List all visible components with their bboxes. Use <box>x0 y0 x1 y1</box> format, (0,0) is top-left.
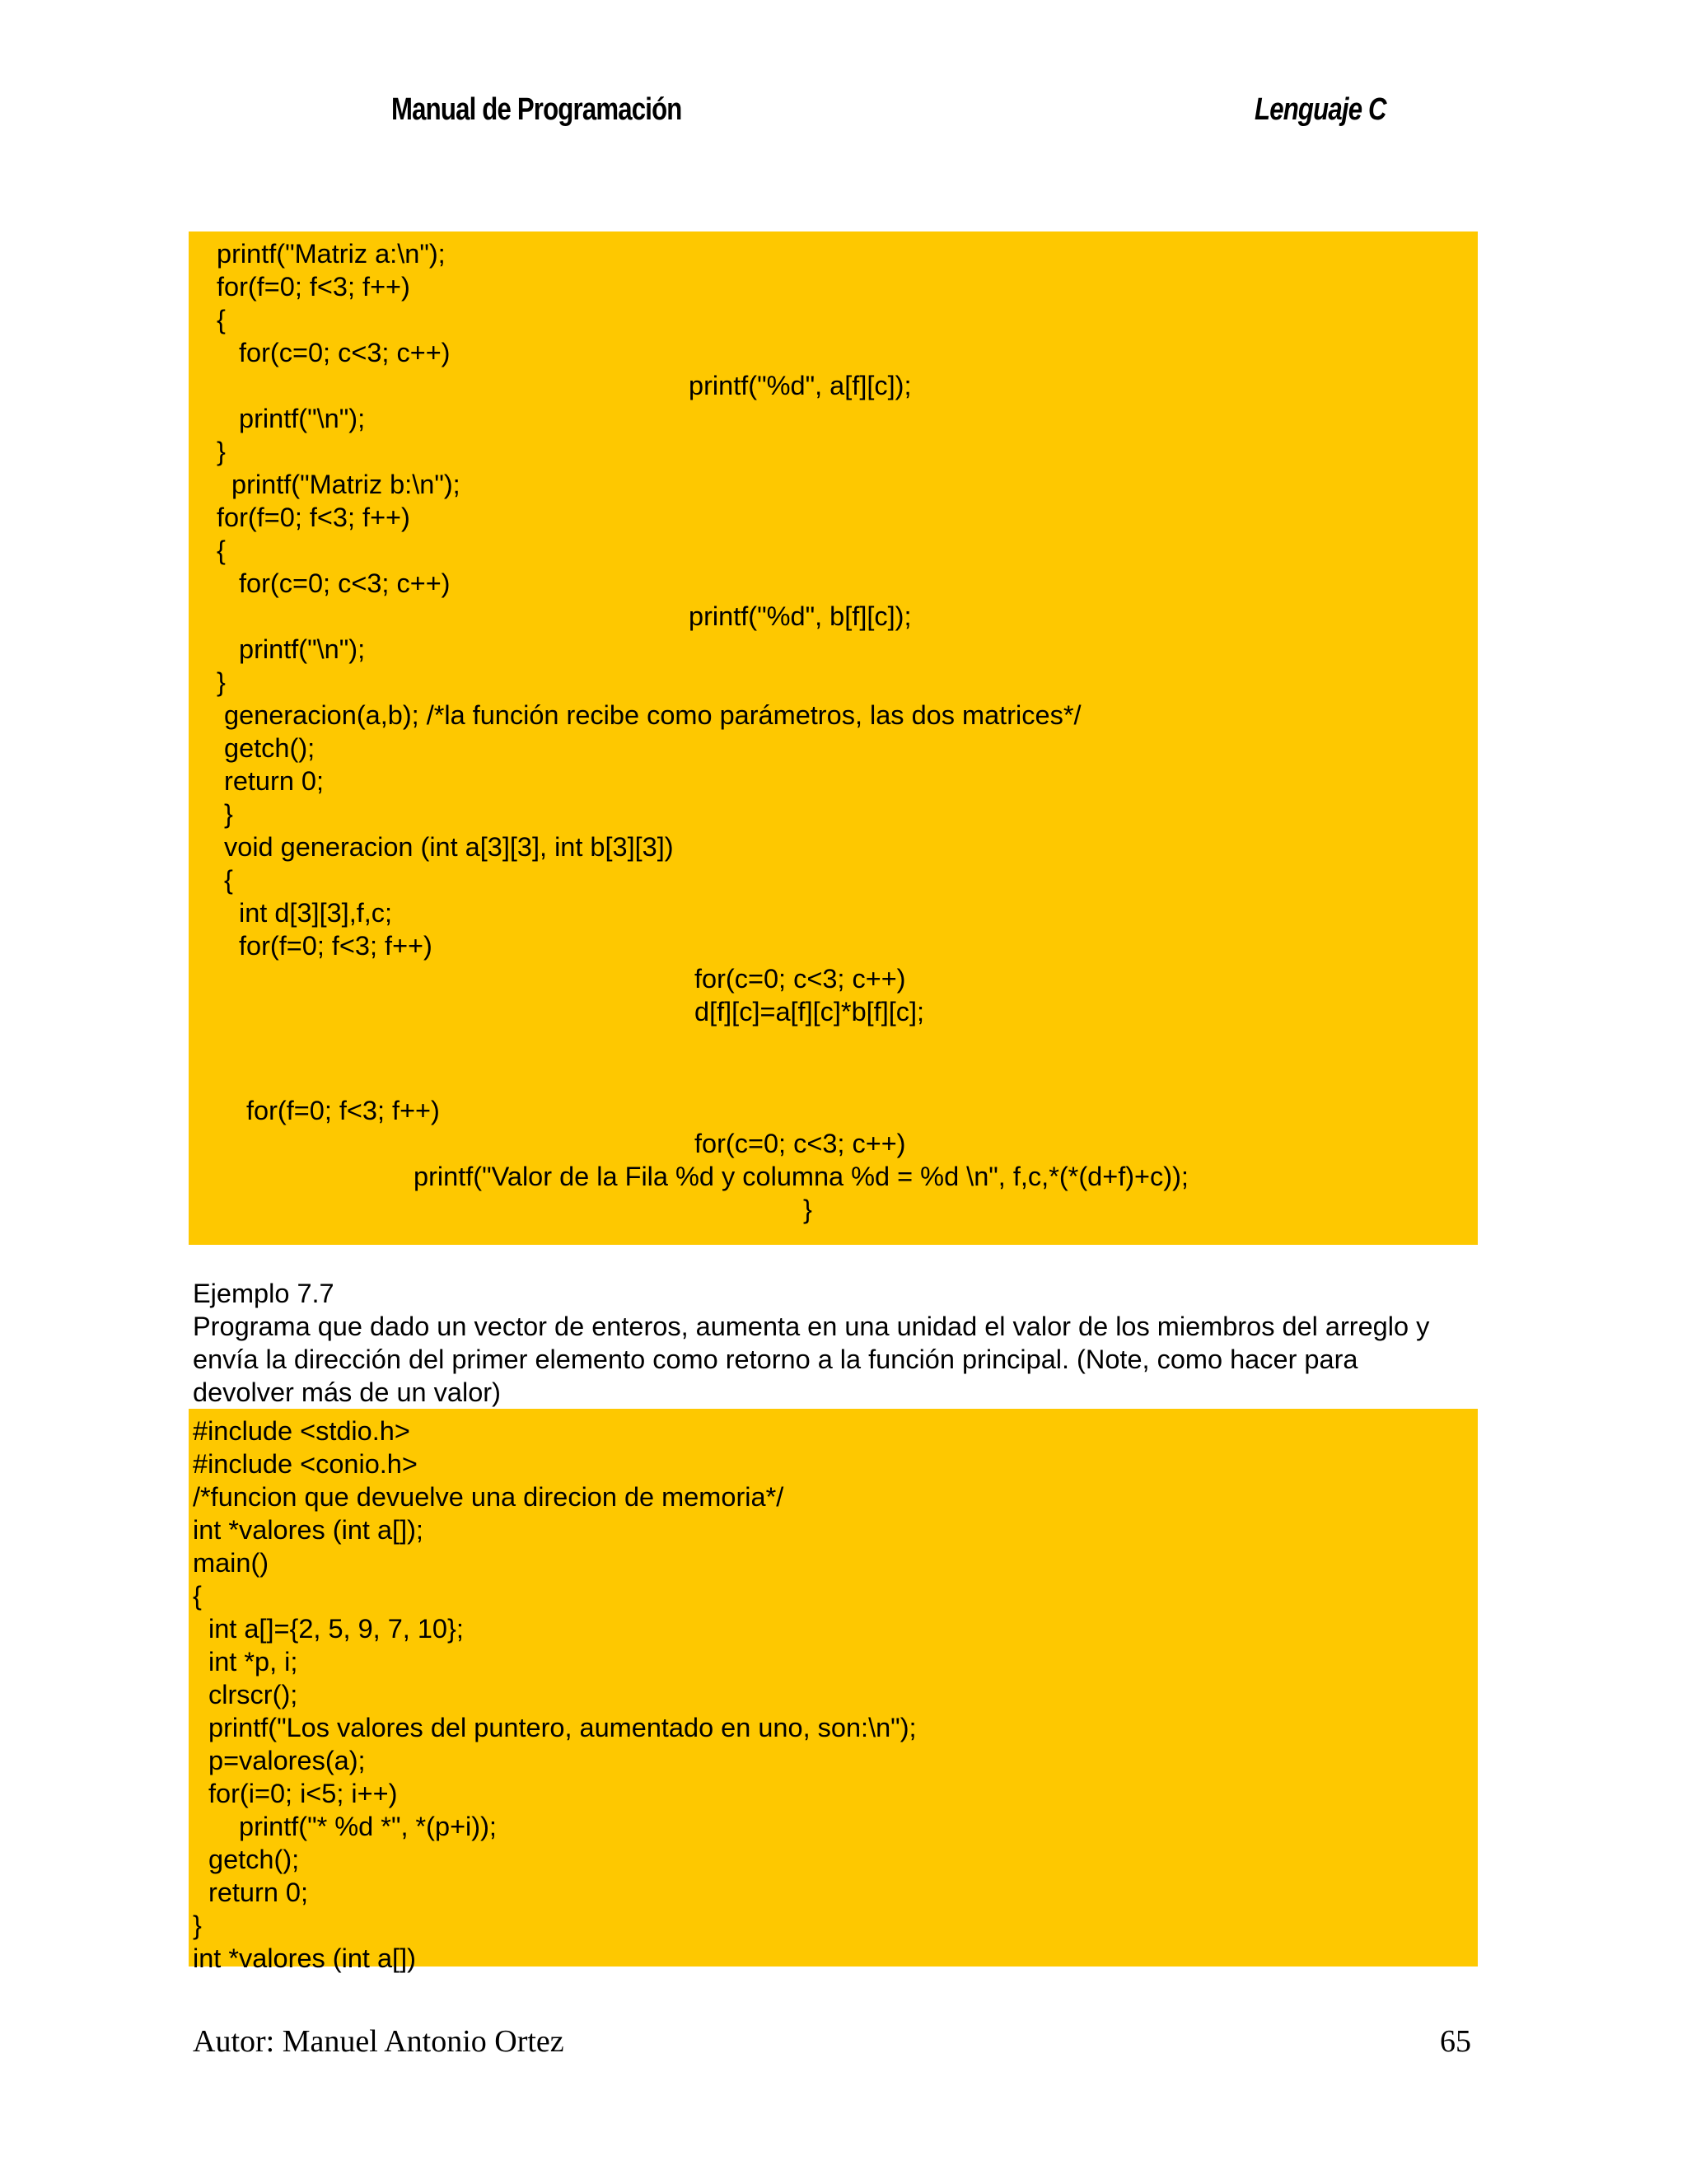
example-description-line: envía la dirección del primer elemento como retorno a la función principal. (Note, como hacer para <box>193 1345 1358 1374</box>
code-line: { <box>217 305 226 334</box>
code-line: for(f=0; f<3; f++) <box>217 503 410 532</box>
code-line: return 0; <box>208 1878 309 1907</box>
code-line: printf("* %d *", *(p+i)); <box>239 1812 497 1841</box>
code-line: for(c=0; c<3; c++) <box>694 964 906 994</box>
code-line: printf("\n"); <box>239 634 366 664</box>
code-line: #include <conio.h> <box>193 1449 418 1479</box>
code-line: } <box>224 799 233 829</box>
code-line: getch(); <box>224 733 315 763</box>
code-line: } <box>803 1195 812 1224</box>
code-line: clrscr(); <box>208 1680 298 1709</box>
code-line: p=valores(a); <box>208 1746 366 1775</box>
code-line: printf("Matriz b:\n"); <box>231 470 460 499</box>
page-number: 65 <box>1440 2024 1471 2059</box>
header-subtitle: Lenguaje C <box>1255 92 1386 127</box>
code-line: printf("Matriz a:\n"); <box>217 239 446 269</box>
code-line: return 0; <box>224 766 325 796</box>
code-line: for(c=0; c<3; c++) <box>694 1129 906 1158</box>
code-line: printf("%d", b[f][c]); <box>689 601 912 631</box>
code-line: d[f][c]=a[f][c]*b[f][c]; <box>694 997 925 1027</box>
code-line: } <box>217 437 226 466</box>
code-line: printf("\n"); <box>239 404 366 433</box>
code-line: for(f=0; f<3; f++) <box>217 272 410 302</box>
code-line: for(f=0; f<3; f++) <box>239 931 432 961</box>
code-line: main() <box>193 1548 269 1578</box>
example-description-line: devolver más de un valor) <box>193 1377 501 1407</box>
code-line: for(c=0; c<3; c++) <box>239 338 451 367</box>
example-title: Ejemplo 7.7 <box>193 1279 334 1308</box>
code-line: printf("Los valores del puntero, aumentado en uno, son:\n"); <box>208 1713 917 1742</box>
code-line: void generacion (int a[3][3], int b[3][3]) <box>224 832 674 862</box>
code-line: } <box>217 667 226 697</box>
example-section <box>193 1277 1478 1409</box>
code-line: { <box>224 865 233 895</box>
code-line: printf("%d", a[f][c]); <box>689 371 912 400</box>
code-line: getch(); <box>208 1845 300 1874</box>
code-line: { <box>217 535 226 565</box>
footer-author: Autor: Manuel Antonio Ortez <box>193 2024 564 2059</box>
code-line: int *valores (int a[]) <box>193 1943 416 1973</box>
code-line: generacion(a,b); /*la función recibe como parámetros, las dos matrices*/ <box>224 700 1082 730</box>
code-line: /*funcion que devuelve una direcion de memoria*/ <box>193 1482 784 1512</box>
code-line: int *valores (int a[]); <box>193 1515 423 1545</box>
code-line: for(c=0; c<3; c++) <box>239 568 451 598</box>
code-line: for(f=0; f<3; f++) <box>246 1096 440 1125</box>
code-line: int a[]={2, 5, 9, 7, 10}; <box>208 1614 464 1644</box>
code-line: int d[3][3],f,c; <box>239 898 393 928</box>
code-line: } <box>193 1910 202 1940</box>
code-line: #include <stdio.h> <box>193 1416 410 1446</box>
header-title: Manual de Programación <box>391 92 682 127</box>
example-description-line: Programa que dado un vector de enteros, aumenta en una unidad el valor de los miembros del arreglo y <box>193 1312 1430 1341</box>
code-line: printf("Valor de la Fila %d y columna %d = %d \n", f,c,*(*(d+f)+c)); <box>414 1162 1189 1191</box>
code-line: int *p, i; <box>208 1647 298 1677</box>
code-line: for(i=0; i<5; i++) <box>208 1779 398 1808</box>
code-line: { <box>193 1581 202 1611</box>
